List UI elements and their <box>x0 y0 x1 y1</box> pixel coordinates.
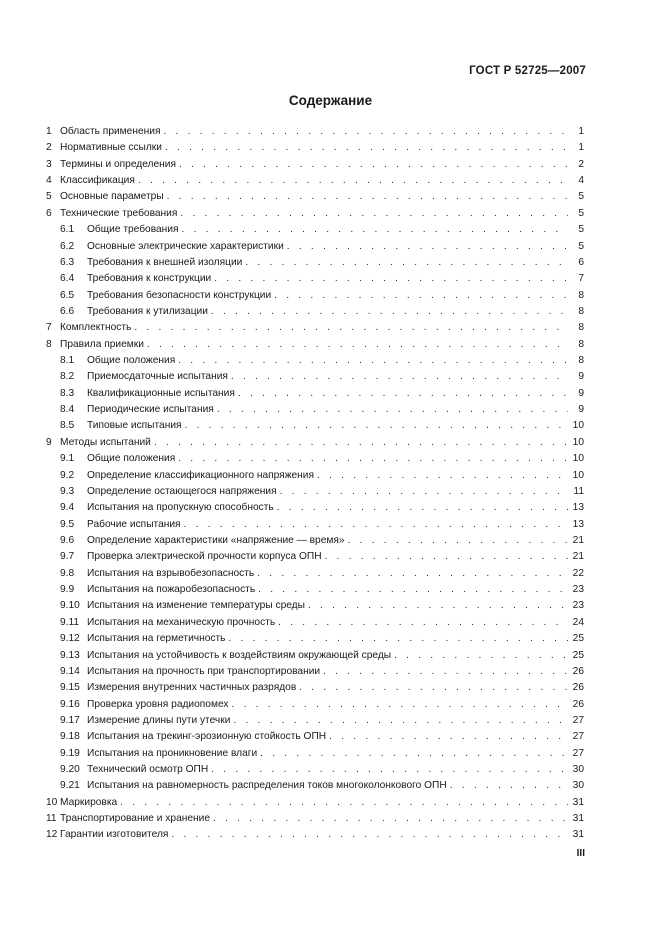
toc-entry-title: Квалификационные испытания <box>87 387 235 399</box>
toc-entry-title: Маркировка <box>60 796 118 808</box>
toc-entry-title: Испытания на равномерность распределения токов многоколонкового ОПН <box>87 780 447 792</box>
toc-entry-title: Основные параметры <box>60 191 164 203</box>
dot-leader <box>134 320 568 336</box>
toc-entry-page: 8 <box>578 338 584 350</box>
toc-entry-number: 8.5 <box>60 420 75 432</box>
toc-entry[interactable] <box>46 582 584 598</box>
dot-leader <box>238 386 568 402</box>
toc-entry-title: Испытания на взрывобезопасность <box>87 567 255 579</box>
toc-entry[interactable] <box>46 762 584 778</box>
toc-entry-page: 6 <box>578 256 584 268</box>
toc-entry[interactable] <box>46 435 584 451</box>
toc-entry[interactable] <box>46 353 584 369</box>
toc-entry[interactable] <box>46 713 584 729</box>
toc-entry-page: 8 <box>578 355 584 367</box>
toc-entry-title: Проверка уровня радиопомех <box>87 698 229 710</box>
dot-leader <box>287 239 568 255</box>
toc-entry-page: 31 <box>572 796 584 808</box>
toc-entry-page: 26 <box>572 698 584 710</box>
toc-entry[interactable] <box>46 288 584 304</box>
toc-entry[interactable] <box>46 533 584 549</box>
toc-entry-page: 23 <box>572 600 584 612</box>
toc-entry-page: 10 <box>572 420 584 432</box>
toc-entry-number: 9.8 <box>60 567 75 579</box>
toc-entry-title: Испытания на механическую прочность <box>87 616 276 628</box>
dot-leader <box>348 533 568 549</box>
toc-entry[interactable] <box>46 680 584 696</box>
toc-entry-title: Правила приемки <box>60 338 144 350</box>
toc-entry-title: Типовые испытания <box>87 420 182 432</box>
toc-entry-title: Измерения внутренних частичных разрядов <box>87 682 297 694</box>
toc-entry-page: 10 <box>572 436 584 448</box>
toc-entry-title: Периодические испытания <box>87 404 214 416</box>
toc-entry-number: 9.12 <box>60 633 80 645</box>
toc-entry-number: 12 <box>46 829 58 841</box>
toc-entry-title: Транспортирование и хранение <box>60 813 211 825</box>
toc-entry-number: 5 <box>46 191 52 203</box>
toc-entry-page: 4 <box>578 175 584 187</box>
toc-entry-number: 11 <box>46 813 57 825</box>
toc-entry-number: 6.1 <box>60 224 75 236</box>
toc-entry-page: 5 <box>578 207 584 219</box>
toc-entry[interactable] <box>46 206 584 222</box>
toc-entry-title: Классификация <box>60 175 135 187</box>
toc-entry-number: 6 <box>46 207 52 219</box>
toc-entry-number: 9.15 <box>60 682 80 694</box>
toc-entry-number: 6.2 <box>60 240 75 252</box>
toc-entry-page: 13 <box>572 518 584 530</box>
toc-title: Содержание <box>288 93 373 108</box>
toc-entry-number: 9.13 <box>60 649 80 661</box>
toc-entry-page: 5 <box>578 224 584 236</box>
dot-leader <box>274 288 568 304</box>
toc-entry-title: Технический осмотр ОПН <box>87 764 209 776</box>
dot-leader <box>178 353 568 369</box>
page-number: III <box>576 848 585 859</box>
toc-entry-title: Испытания на герметичность <box>87 633 226 645</box>
toc-entry[interactable] <box>46 500 584 516</box>
dot-leader <box>171 827 568 843</box>
toc-entry-page: 22 <box>572 567 584 579</box>
dot-leader <box>233 713 568 729</box>
toc-entry-number: 6.4 <box>60 273 75 285</box>
toc-entry[interactable] <box>46 648 584 664</box>
toc-entry[interactable] <box>46 255 584 271</box>
dot-leader <box>154 435 568 451</box>
toc-entry-title: Общие положения <box>87 355 176 367</box>
toc-entry-number: 9.5 <box>60 518 75 530</box>
dot-leader <box>245 255 568 271</box>
toc-entry-number: 6.6 <box>60 305 75 317</box>
toc-entry-number: 3 <box>46 158 52 170</box>
toc-entry-page: 9 <box>578 371 584 383</box>
toc-entry-number: 9.21 <box>60 780 80 792</box>
toc-entry-page: 21 <box>572 551 584 563</box>
toc-entry-number: 6.3 <box>60 256 75 268</box>
toc-entry-title: Определение остающегося напряжения <box>87 485 277 497</box>
toc-entry-title: Требования к утилизации <box>87 305 208 317</box>
dot-leader <box>217 402 568 418</box>
dot-leader <box>260 746 568 762</box>
toc-entry[interactable] <box>46 729 584 745</box>
toc-entry-title: Методы испытаний <box>60 436 151 448</box>
toc-entry-page: 27 <box>572 747 584 759</box>
toc-entry-number: 9.1 <box>60 453 75 465</box>
toc-entry-page: 31 <box>572 813 584 825</box>
toc-entry[interactable] <box>46 664 584 680</box>
dot-leader <box>299 680 568 696</box>
toc-entry-page: 24 <box>572 616 584 628</box>
toc-entry[interactable] <box>46 173 584 189</box>
dot-leader <box>277 500 568 516</box>
toc-entry-number: 4 <box>46 175 52 187</box>
toc-entry[interactable] <box>46 402 584 418</box>
toc-entry[interactable] <box>46 778 584 794</box>
toc-entry-title: Измерение длины пути утечки <box>87 714 231 726</box>
toc-entry-title: Нормативные ссылки <box>60 142 162 154</box>
toc-entry-page: 25 <box>572 633 584 645</box>
document-header: ГОСТ Р 52725—2007 <box>469 65 586 77</box>
toc-entry[interactable] <box>46 697 584 713</box>
toc-entry-title: Испытания на пожаробезопасность <box>87 584 256 596</box>
toc-entry-page: 13 <box>572 502 584 514</box>
dot-leader <box>138 173 568 189</box>
dot-leader <box>329 729 568 745</box>
toc-entry-page: 8 <box>578 322 584 334</box>
dot-leader <box>450 778 568 794</box>
dot-leader <box>211 304 568 320</box>
toc-entry-page: 8 <box>578 305 584 317</box>
toc-entry[interactable] <box>46 451 584 467</box>
dot-leader <box>120 795 568 811</box>
toc-entry[interactable] <box>46 320 584 336</box>
dot-leader <box>258 582 568 598</box>
toc-entry-title: Проверка электрической прочности корпуса ОПН <box>87 551 322 563</box>
toc-entry-number: 8.1 <box>60 355 75 367</box>
toc-entry[interactable] <box>46 827 584 843</box>
toc-entry-title: Испытания на изменение температуры среды <box>87 600 305 612</box>
toc-entry-title: Испытания на устойчивость к воздействиям окружающей среды <box>87 649 392 661</box>
toc-entry-number: 9.18 <box>60 731 80 743</box>
toc-entry[interactable] <box>46 484 584 500</box>
toc-entry-title: Испытания на трекинг-эрозионную стойкость ОПН <box>87 731 327 743</box>
toc-entry-page: 27 <box>572 714 584 726</box>
toc-entry-title: Рабочие испытания <box>87 518 181 530</box>
toc-entry-page: 27 <box>572 731 584 743</box>
toc-entry[interactable] <box>46 386 584 402</box>
toc-entry-number: 7 <box>46 322 52 334</box>
toc-entry-number: 9.9 <box>60 584 75 596</box>
toc-entry-number: 2 <box>46 142 52 154</box>
dot-leader <box>214 271 568 287</box>
toc-entry-number: 6.5 <box>60 289 75 301</box>
toc-entry-page: 10 <box>572 453 584 465</box>
toc-entry[interactable] <box>46 615 584 631</box>
toc-entry-page: 9 <box>578 404 584 416</box>
toc-entry[interactable] <box>46 631 584 647</box>
toc-entry-page: 1 <box>578 142 584 154</box>
toc-entry-number: 8.4 <box>60 404 75 416</box>
toc-entry-number: 9.19 <box>60 747 80 759</box>
toc-entry-page: 5 <box>578 240 584 252</box>
toc-entry-title: Основные электрические характеристики <box>87 240 284 252</box>
dot-leader <box>165 140 568 156</box>
toc-entry-page: 26 <box>572 665 584 677</box>
toc-entry-page: 31 <box>572 829 584 841</box>
dot-leader <box>308 598 568 614</box>
toc-entry-number: 9.10 <box>60 600 80 612</box>
toc-entry-title: Определение классификационного напряжения <box>87 469 315 481</box>
toc-entry-page: 11 <box>573 485 584 497</box>
toc-entry-title: Область применения <box>60 126 161 137</box>
toc-entry-number: 8.3 <box>60 387 75 399</box>
dot-leader <box>163 124 568 140</box>
dot-leader <box>178 451 568 467</box>
toc-entry-number: 9.20 <box>60 764 80 776</box>
toc-entry-number: 10 <box>46 796 58 808</box>
toc-entry[interactable] <box>46 517 584 533</box>
toc-entry-page: 25 <box>572 649 584 661</box>
toc-entry[interactable] <box>46 468 584 484</box>
dot-leader <box>147 337 568 353</box>
toc-entry-title: Испытания на прочность при транспортировании <box>87 665 321 677</box>
toc-entry[interactable] <box>46 124 584 140</box>
dot-leader <box>394 648 568 664</box>
toc-entry-page: 7 <box>578 273 584 285</box>
toc-entry[interactable] <box>46 598 584 614</box>
dot-leader <box>213 811 568 827</box>
toc-entry-title: Общие требования <box>87 224 179 236</box>
dot-leader <box>167 189 568 205</box>
dot-leader <box>257 566 568 582</box>
toc-entry-number: 9.3 <box>60 485 75 497</box>
toc-entry[interactable] <box>46 222 584 238</box>
toc-entry[interactable] <box>46 795 584 811</box>
dot-leader <box>278 615 568 631</box>
toc-entry[interactable] <box>46 140 584 156</box>
dot-leader <box>228 631 568 647</box>
toc-entry-page: 5 <box>578 191 584 203</box>
toc-entry-title: Комплектность <box>60 322 132 334</box>
toc-entry-title: Требования к конструкции <box>87 273 212 285</box>
toc-entry-title: Определение характеристики «напряжение — время» <box>87 534 345 546</box>
dot-leader <box>179 157 568 173</box>
toc-entry-number: 9.2 <box>60 469 75 481</box>
toc-entry[interactable] <box>46 157 584 173</box>
toc-entry-number: 9.16 <box>60 698 80 710</box>
dot-leader <box>323 664 568 680</box>
toc-entry-page: 1 <box>578 126 584 137</box>
toc-entry[interactable] <box>46 271 584 287</box>
toc-entry-title: Общие положения <box>87 453 176 465</box>
toc-entry-title: Испытания на проникновение влаги <box>87 747 258 759</box>
toc-entry-page: 8 <box>578 289 584 301</box>
dot-leader <box>231 369 568 385</box>
toc-entry-title: Технические требования <box>60 207 178 219</box>
toc-entry[interactable] <box>46 746 584 762</box>
toc-entry-number: 9.7 <box>60 551 75 563</box>
dot-leader <box>185 418 568 434</box>
toc-entry[interactable] <box>46 304 584 320</box>
toc-entry[interactable] <box>46 337 584 353</box>
toc-entry-number: 9.11 <box>60 616 80 628</box>
toc-entry-number: 9.4 <box>60 502 75 514</box>
toc-entry-title: Термины и определения <box>60 158 176 170</box>
dot-leader <box>280 484 568 500</box>
toc-entry-number: 9.17 <box>60 714 80 726</box>
toc-entry[interactable] <box>46 811 584 827</box>
toc-entry-page: 23 <box>572 584 584 596</box>
toc-entry-page: 21 <box>572 534 584 546</box>
dot-leader <box>211 762 568 778</box>
toc-entry[interactable] <box>46 189 584 205</box>
toc-entry-title: Требования к внешней изоляции <box>87 256 243 268</box>
toc-entry-page: 9 <box>578 387 584 399</box>
toc-entry-title: Приемосдаточные испытания <box>87 371 228 383</box>
dot-leader <box>325 549 568 565</box>
dot-leader <box>184 517 568 533</box>
toc-entry-number: 9.6 <box>60 534 75 546</box>
toc-entry-title: Гарантии изготовителя <box>60 829 169 841</box>
dot-leader <box>180 206 568 222</box>
toc-entry-number: 9 <box>46 436 52 448</box>
dot-leader <box>182 222 568 238</box>
toc-entry[interactable] <box>46 418 584 434</box>
toc-entry[interactable] <box>46 369 584 385</box>
toc-entry-page: 26 <box>572 682 584 694</box>
toc-entry-page: 2 <box>578 158 584 170</box>
toc-entry-number: 8.2 <box>60 371 75 383</box>
dot-leader <box>232 697 568 713</box>
toc-entry-page: 10 <box>572 469 584 481</box>
table-of-contents <box>46 124 584 844</box>
toc-entry-title: Испытания на пропускную способность <box>87 502 274 514</box>
toc-entry-number: 1 <box>46 126 52 137</box>
toc-entry-title: Требования безопасности конструкции <box>87 289 272 301</box>
toc-entry-page: 30 <box>572 764 584 776</box>
toc-entry[interactable] <box>46 239 584 255</box>
toc-entry[interactable] <box>46 566 584 582</box>
dot-leader <box>317 468 568 484</box>
toc-entry[interactable] <box>46 549 584 565</box>
toc-entry-number: 8 <box>46 338 52 350</box>
toc-entry-number: 9.14 <box>60 665 80 677</box>
toc-entry-page: 30 <box>572 780 584 792</box>
